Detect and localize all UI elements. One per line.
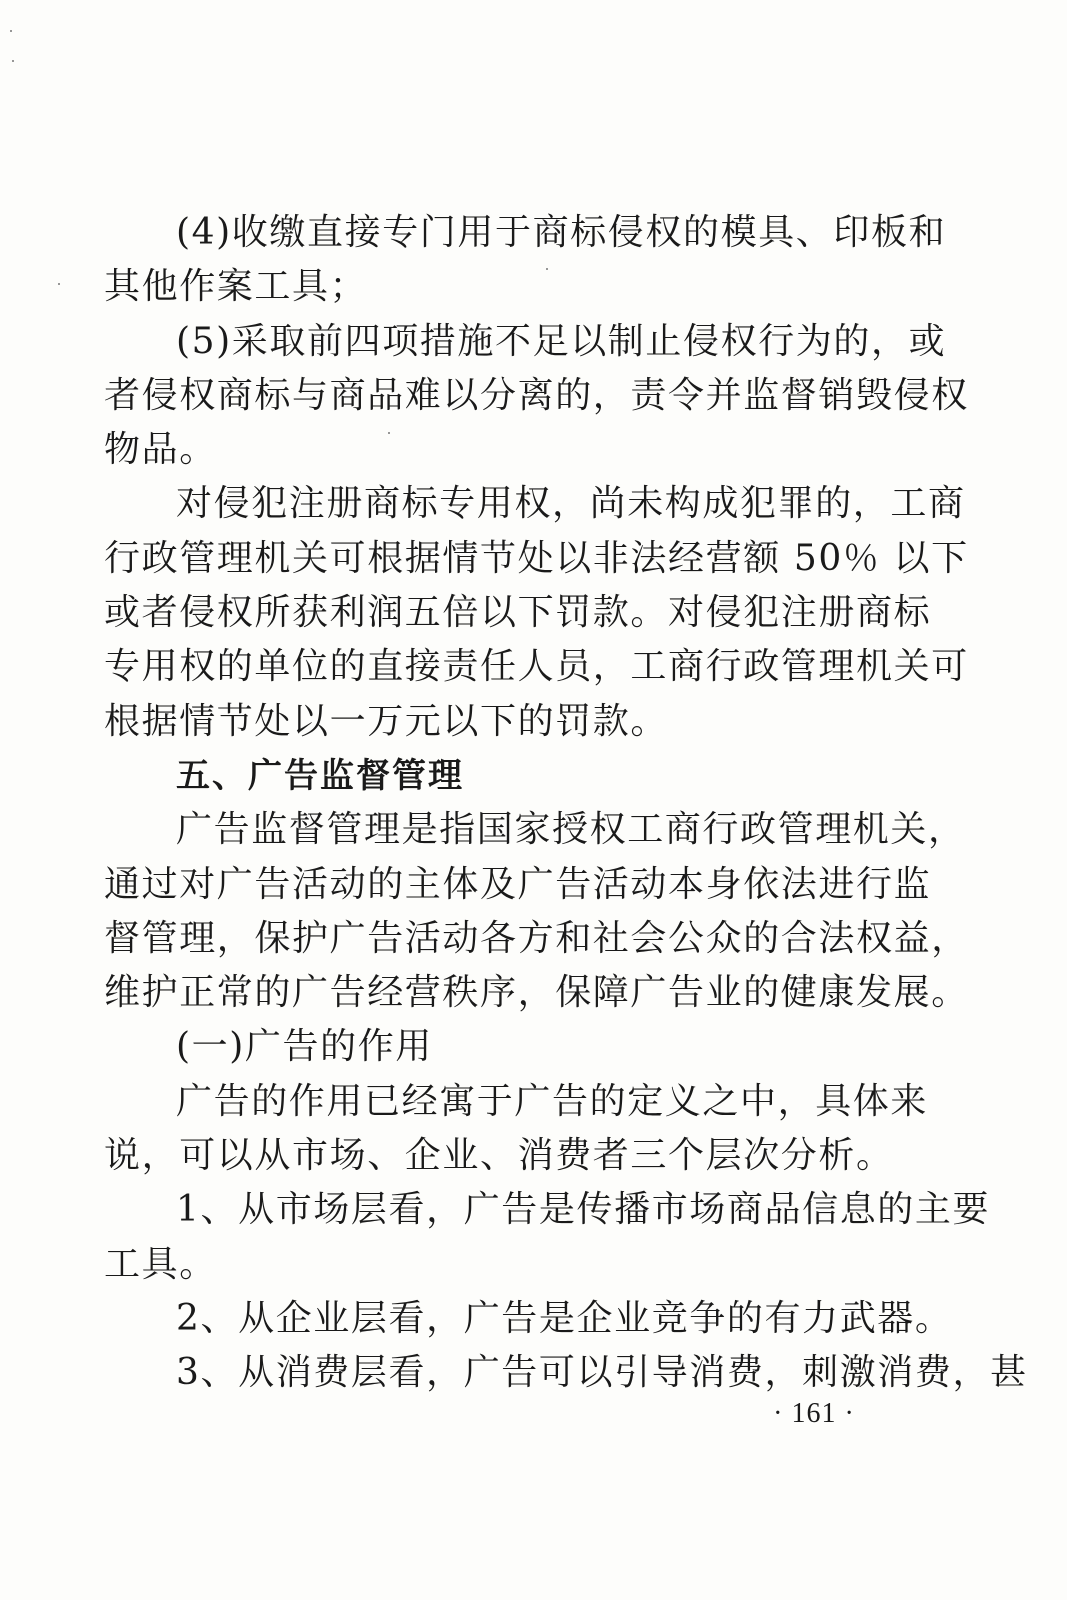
text-line: 1、从市场层看，广告是传播市场商品信息的主要 bbox=[176, 1189, 991, 1231]
scan-speck bbox=[12, 60, 14, 62]
text-line: 专用权的单位的直接责任人员，工商行政管理机关可 bbox=[104, 646, 969, 688]
body-text bbox=[104, 206, 1028, 1401]
text-line: 对侵犯注册商标专用权，尚未构成犯罪的，工商 bbox=[176, 483, 966, 525]
subsection-heading: (一)广告的作用 bbox=[176, 1026, 433, 1068]
text-line: 广告监督管理是指国家授权工商行政管理机关， bbox=[176, 809, 966, 851]
page-number: · 161 · bbox=[773, 1398, 855, 1429]
text-line: 维护正常的广告经营秩序，保障广告业的健康发展。 bbox=[104, 972, 969, 1014]
text-line: 或者侵权所获利润五倍以下罚款。对侵犯注册商标 bbox=[104, 592, 932, 634]
scan-speck bbox=[58, 283, 60, 285]
text-line: 工具。 bbox=[104, 1243, 217, 1285]
text-line: 物品。 bbox=[104, 429, 217, 471]
text-line: 通过对广告活动的主体及广告活动本身依法进行监 bbox=[104, 863, 932, 905]
text-line: (5)采取前四项措施不足以制止侵权行为的，或 bbox=[176, 320, 947, 362]
text-line: 者侵权商标与商品难以分离的，责令并监督销毁侵权 bbox=[104, 374, 969, 416]
text-line: 根据情节处以一万元以下的罚款。 bbox=[104, 700, 669, 742]
text-line: 2、从企业层看，广告是企业竞争的有力武器。 bbox=[176, 1297, 953, 1339]
text-line: 其他作案工具； bbox=[104, 266, 368, 308]
scan-speck bbox=[10, 30, 12, 32]
text-line: 广告的作用已经寓于广告的定义之中，具体来 bbox=[176, 1080, 929, 1122]
text-line: 说，可以从市场、企业、消费者三个层次分析。 bbox=[104, 1135, 894, 1177]
text-line: (4)收缴直接专门用于商标侵权的模具、印板和 bbox=[176, 212, 947, 253]
text-line: 行政管理机关可根据情节处以非法经营额 50％ 以下 bbox=[104, 537, 969, 579]
section-heading: 五、广告监督管理 bbox=[176, 755, 464, 796]
text-line: 3、从消费层看，广告可以引导消费，刺激消费，甚 bbox=[176, 1352, 1028, 1394]
text-line: 督管理，保护广告活动各方和社会公众的合法权益， bbox=[104, 917, 969, 959]
